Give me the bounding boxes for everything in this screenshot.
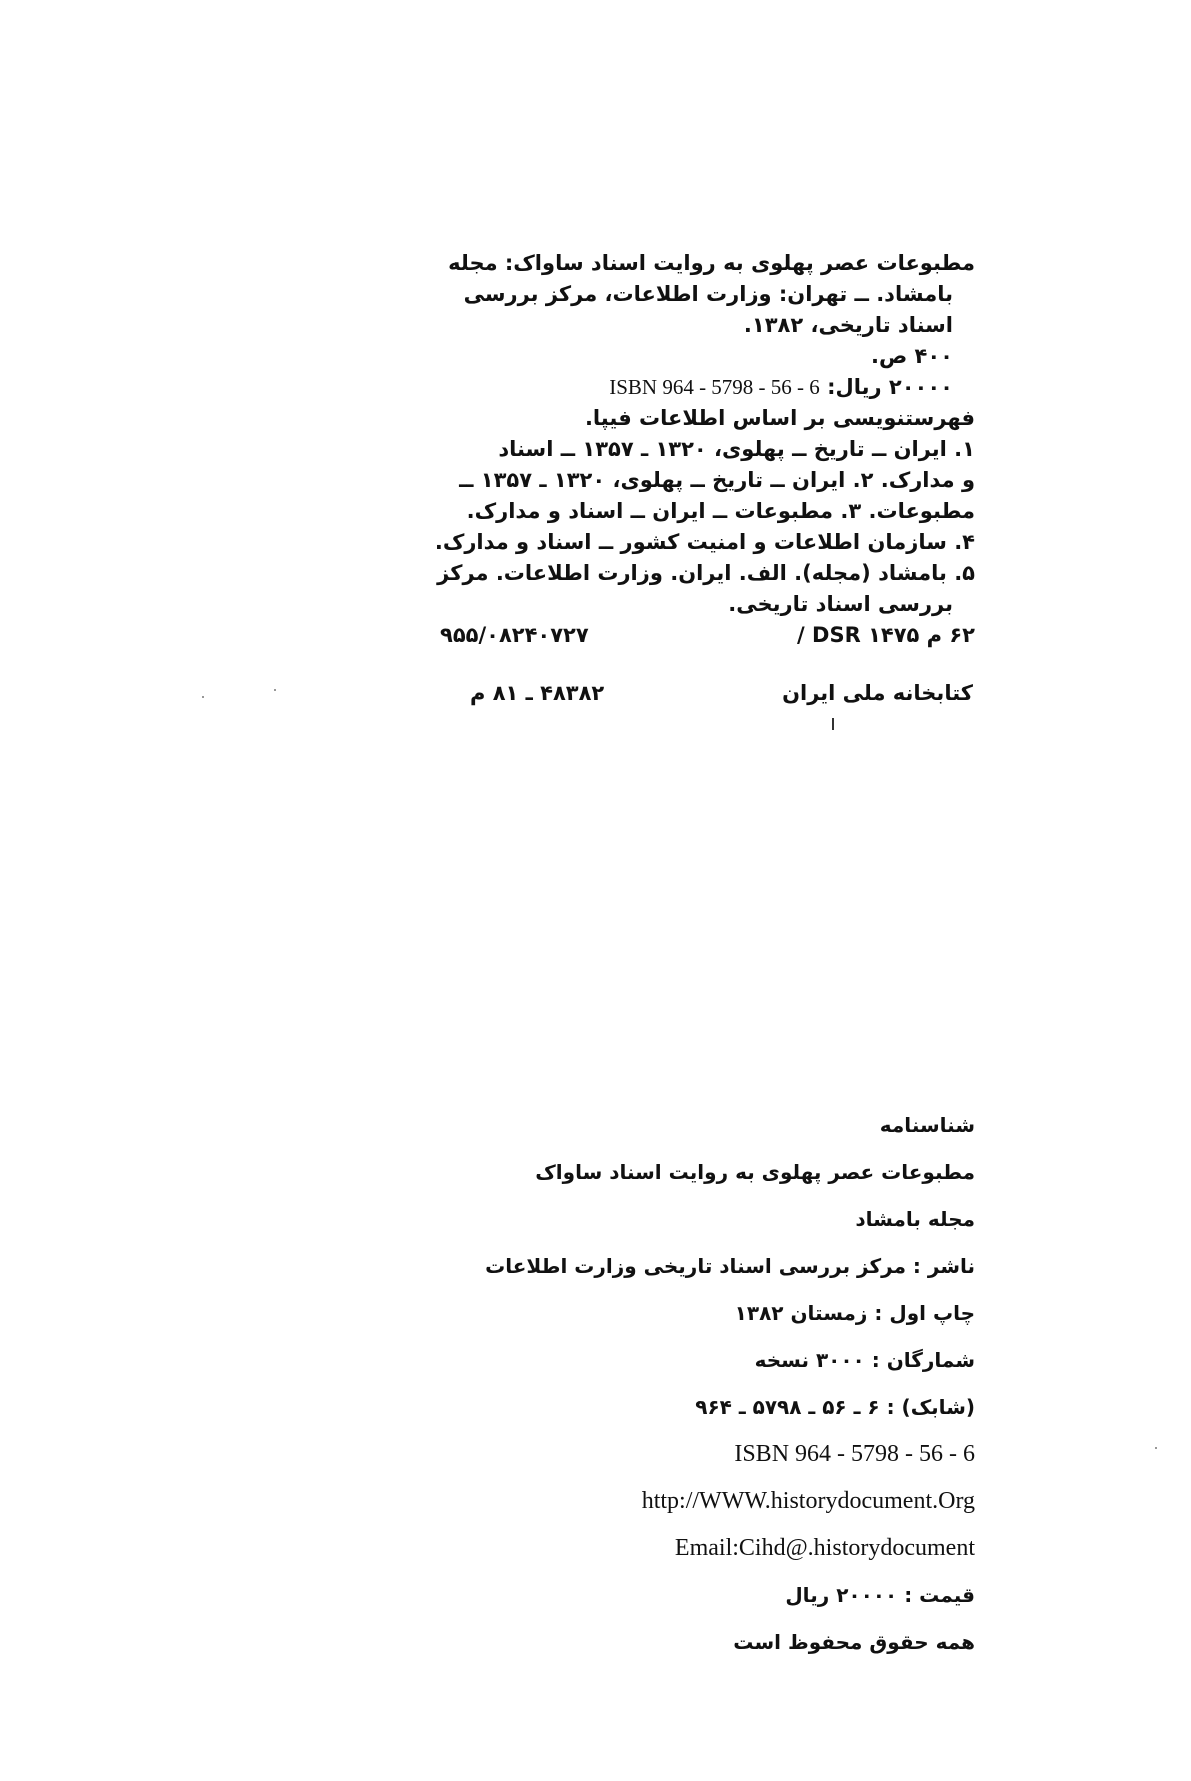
tick-mark <box>832 718 834 730</box>
cip-subject-line: بررسی اسناد تاریخی. <box>728 592 953 616</box>
id-edition: چاپ اول : زمستان ۱۳۸۲ <box>734 1301 975 1325</box>
cip-subject-line: و مدارک. ۲. ایران ــ تاریخ ــ پهلوی، ۱۳۲۰ ـ ۱۳۵۷ ــ <box>459 468 975 492</box>
cip-isbn: ISBN 964 - 5798 - 56 - 6 <box>609 375 820 399</box>
cip-subject-line: ۴. سازمان اطلاعات و امنیت کشور ــ اسناد و مدارک. <box>434 530 975 554</box>
id-subtitle: مجله بامشاد <box>855 1207 975 1231</box>
cip-subject-line: ۵. بامشاد (مجله). الف. ایران. وزارت اطلاعات. مرکز <box>437 561 975 585</box>
cip-price: ۲۰۰۰۰ ریال: <box>827 375 953 399</box>
id-heading: شناسنامه <box>879 1113 975 1137</box>
cataloguing-in-publication-block <box>434 248 975 651</box>
cip-classification: ۶۲ م DSR ۱۴۷۵ / <box>797 623 975 647</box>
cip-subject-line: ۱. ایران ــ تاریخ ــ پهلوی، ۱۳۲۰ ـ ۱۳۵۷ ــ اسناد <box>498 437 975 461</box>
cip-title-line-3: اسناد تاریخی، ۱۳۸۲. <box>743 313 953 337</box>
id-shabak: (شابک) : ۶ ـ ۵۶ ـ ۵۷۹۸ ـ ۹۶۴ <box>695 1395 975 1419</box>
id-publisher: ناشر : مرکز بررسی اسناد تاریخی وزارت اطلاعات <box>485 1254 975 1278</box>
cip-title-line-2: بامشاد. ــ تهران: وزارت اطلاعات، مرکز بررسی <box>463 282 953 306</box>
id-isbn: ISBN 964 - 5798 - 56 - 6 <box>734 1441 975 1467</box>
id-website: http://WWW.historydocument.Org <box>641 1488 975 1514</box>
id-print-run: شمارگان : ۳۰۰۰ نسخه <box>754 1348 975 1372</box>
cip-subject-line: مطبوعات. ۳. مطبوعات ــ ایران ــ اسناد و مدارک. <box>466 499 975 523</box>
cip-fipa-note: فهرستنویسی بر اساس اطلاعات فیپا. <box>584 406 975 430</box>
national-library-number: ۴۸۳۸۲ ـ ۸۱ م <box>470 681 605 705</box>
cip-title-line-1: مطبوعات عصر پهلوی به روایت اسناد ساواک: مجله <box>448 251 975 275</box>
id-email: Email:Cihd@.historydocument <box>674 1535 975 1561</box>
cip-pages: ۴۰۰ ص. <box>871 344 953 368</box>
cip-price-isbn <box>440 372 975 403</box>
id-title: مطبوعات عصر پهلوی به روایت اسناد ساواک <box>535 1160 975 1184</box>
national-library-row <box>470 681 973 705</box>
bibliographic-id-block <box>480 1110 975 1674</box>
cip-dewey: ۹۵۵/۰۸۲۴۰۷۲۷ <box>440 623 589 647</box>
cip-classification-row <box>440 620 975 651</box>
id-price: قیمت : ۲۰۰۰۰ ریال <box>785 1583 975 1607</box>
national-library-label: کتابخانه ملی ایران <box>782 681 973 705</box>
id-rights: همه حقوق محفوظ است <box>733 1630 975 1654</box>
